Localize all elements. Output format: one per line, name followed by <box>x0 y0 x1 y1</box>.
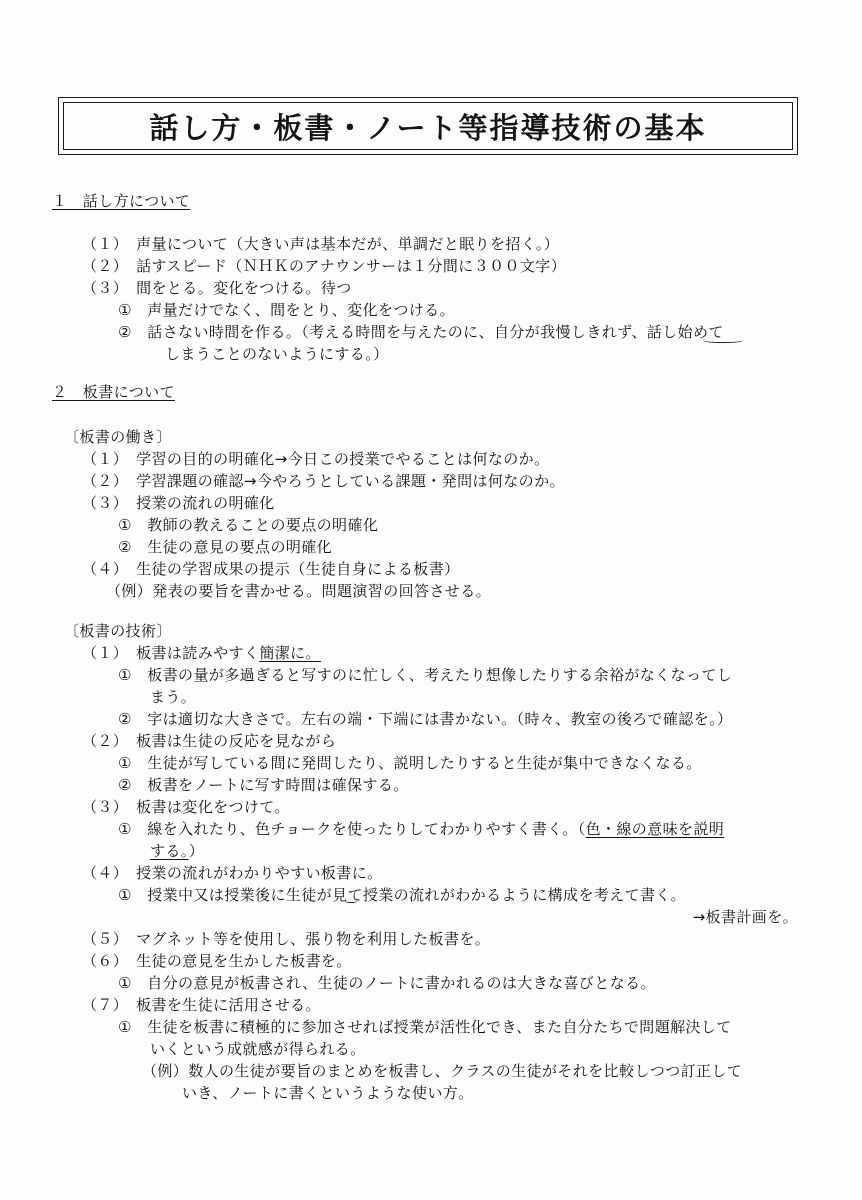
gijutsu-line-2: ① 板書の量が多過ぎると写すのに忙しく、考えたり想像したりする余裕がなくなってし <box>118 666 733 684</box>
gijutsu-line-12: ① 授業中又は授業後に生徒が見て授業の流れがわかるように構成を考えて書く。 <box>118 886 686 904</box>
s1-line-6: しまうことのないようにする。） <box>165 345 389 363</box>
gijutsu-line-17: （７） 板書を生徒に活用させる。 <box>82 996 321 1014</box>
gijutsu-line-6: ① 生徒が写している間に発問したり、説明したりすると生徒が集中できなくなる。 <box>118 754 702 772</box>
gijutsu-line-18: ① 生徒を板書に積極的に参加させれば授業が活性化でき、また自分たちで問題解決して <box>118 1018 732 1036</box>
s1-line-4: ① 声量だけでなく、間をとり、変化をつける。 <box>118 301 455 319</box>
gijutsu-line-10-underlined: する。 <box>150 842 189 860</box>
title-box <box>58 97 798 155</box>
section2-heading: ２ 板書について <box>52 383 175 401</box>
gijutsu-line-4: ② 字は適切な大きさで。左右の端・下端には書かない。（時々、教室の後ろで確認を。） <box>118 710 733 728</box>
s1-line-1: （１） 声量について（大きい声は基本だが、単調だと眠りを招く。） <box>82 235 560 253</box>
page-title: 話し方・板書・ノート等指導技術の基本 <box>149 110 707 145</box>
hataraki-line-1: （１） 学習の目的の明確化→今日この授業でやることは何なのか。 <box>82 450 550 468</box>
gijutsu-line-16: ① 自分の意見が板書され、生徒のノートに書かれるのは大きな喜びとなる。 <box>118 974 656 992</box>
gijutsu-label: 〔板書の技術〕 <box>64 622 172 640</box>
gijutsu-line-7: ② 板書をノートに写す時間は確保する。 <box>118 776 409 794</box>
hataraki-line-5: ② 生徒の意見の要点の明確化 <box>118 538 333 556</box>
gijutsu-line-9-underlined: 色・線の意味を説明 <box>585 820 725 838</box>
gijutsu-line-10 <box>150 840 204 862</box>
gijutsu-line-1-text: （１） 板書は読みやすく <box>82 644 260 662</box>
gijutsu-line-1-underlined: 簡潔に。 <box>259 644 321 662</box>
gijutsu-line-9 <box>118 818 724 840</box>
s1-line-2: （２） 話すスピード（ＮＨＫのアナウンサーは１分間に３００文字） <box>82 257 567 275</box>
gijutsu-line-1 <box>82 642 321 664</box>
hataraki-line-3: （３） 授業の流れの明確化 <box>82 494 275 512</box>
gijutsu-line-3: まう。 <box>150 688 197 706</box>
section1-heading: １ 話し方について <box>52 192 191 210</box>
hataraki-line-7: （例）発表の要旨を書かせる。問題演習の回答させる。 <box>106 582 492 600</box>
gijutsu-line-10-text: ） <box>188 842 205 860</box>
hataraki-line-2: （２） 学習課題の確認→今やろうとしている課題・発問は何なのか。 <box>82 472 565 490</box>
gijutsu-line-21: いき、ノートに書くというような使い方。 <box>182 1084 474 1102</box>
gijutsu-line-8: （３） 板書は変化をつけて。 <box>82 798 290 816</box>
handwritten-underline-mark <box>703 336 743 343</box>
handwritten-tick-mark <box>345 898 357 903</box>
hataraki-line-4: ① 教師の教えることの要点の明確化 <box>118 516 379 534</box>
s1-line-3: （３） 間をとる。変化をつける。待つ <box>82 279 352 297</box>
gijutsu-line-13: →板書計画を。 <box>692 908 798 926</box>
gijutsu-line-19: いくという成就感が得られる。 <box>150 1040 366 1058</box>
gijutsu-line-9-text: ① 線を入れたり、色チョークを使ったりしてわかりやすく書く。（ <box>118 820 586 838</box>
hataraki-line-6: （４） 生徒の学習成果の提示（生徒自身による板書） <box>82 560 460 578</box>
gijutsu-line-11: （４） 授業の流れがわかりやすい板書に。 <box>82 864 383 882</box>
gijutsu-line-14: （５） マグネット等を使用し、張り物を利用した板書を。 <box>82 930 491 948</box>
hataraki-label: 〔板書の働き〕 <box>64 428 172 446</box>
gijutsu-line-15: （６） 生徒の意見を生かした板書を。 <box>82 952 352 970</box>
gijutsu-line-20: （例）数人の生徒が要旨のまとめを板書し、クラスの生徒がそれを比較しつつ訂正して <box>142 1062 743 1080</box>
title-inner-border <box>63 102 793 150</box>
gijutsu-line-5: （２） 板書は生徒の反応を見ながら <box>82 732 337 750</box>
s1-line-5: ② 話さない時間を作る。（考える時間を与えたのに、自分が我慢しきれず、話し始めて <box>118 323 724 341</box>
